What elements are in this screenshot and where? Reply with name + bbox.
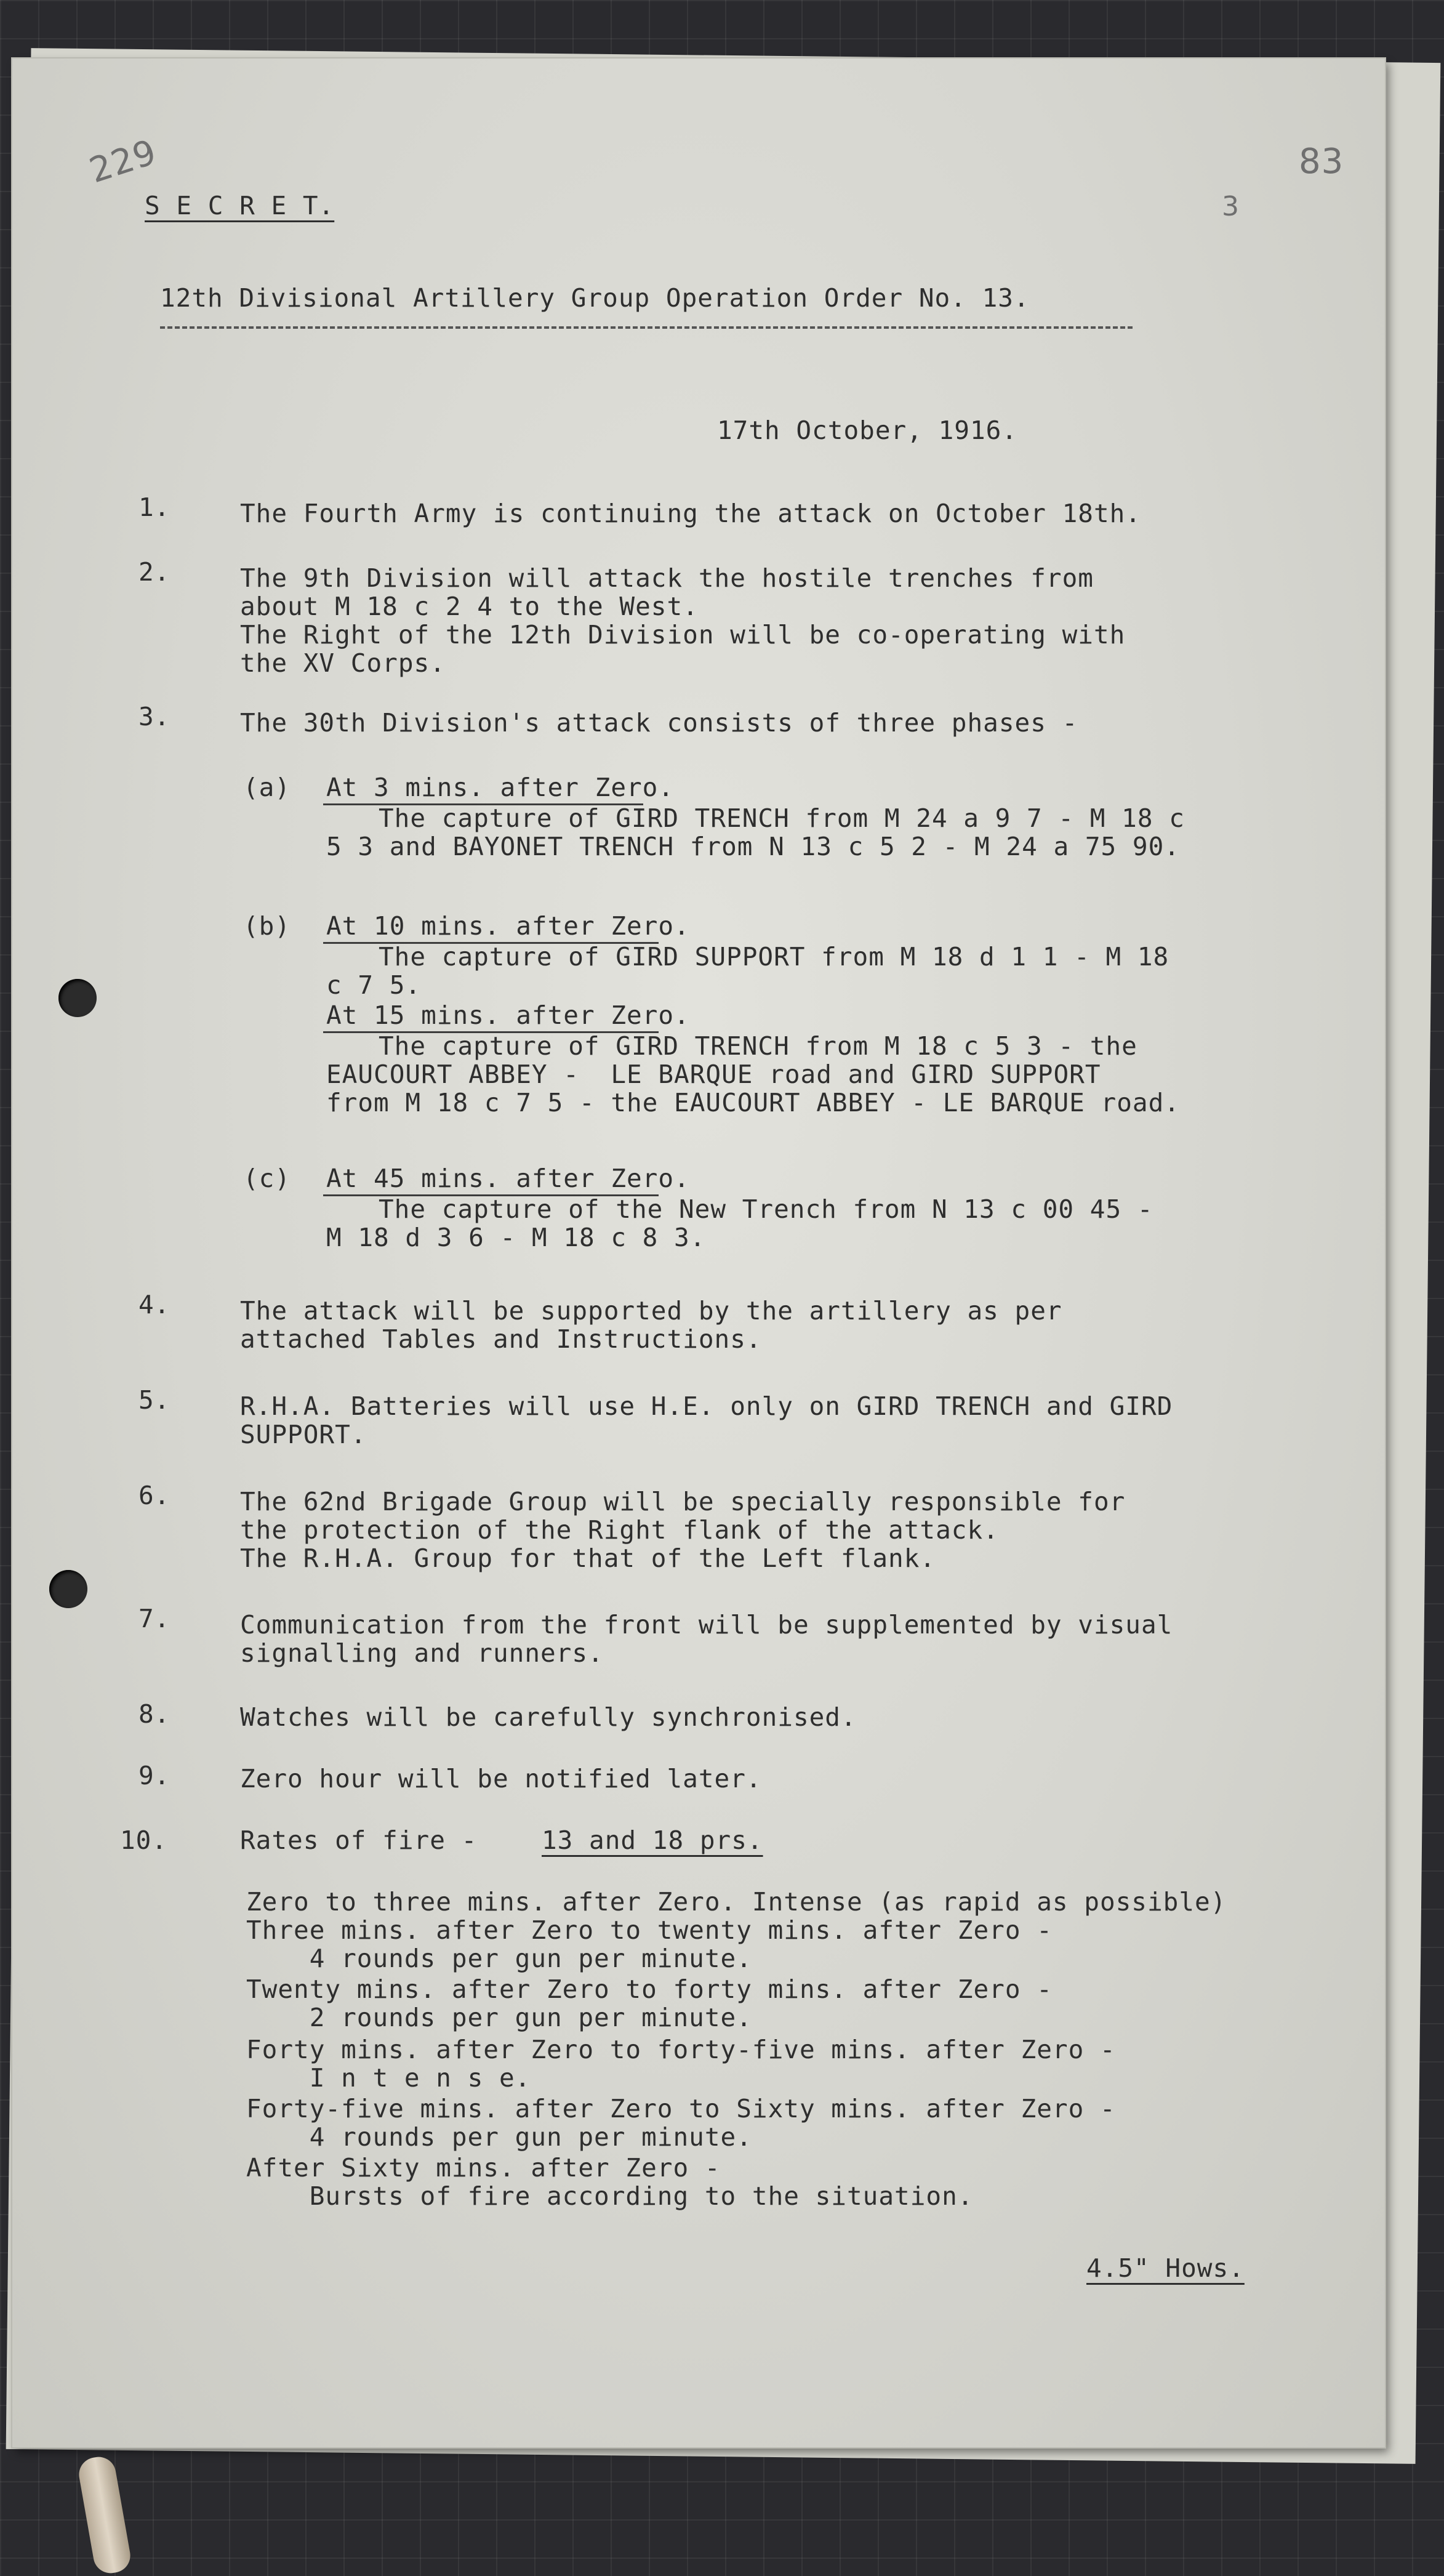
paragraph-line: The 9th Division will attack the hostile trenches from [240,563,1094,593]
paragraph-number: 9. [138,1761,170,1790]
paragraph-number: 8. [138,1699,170,1729]
paragraph-line: the protection of the Right flank of the attack. [240,1515,999,1545]
folio-number: 83 [1299,142,1344,182]
phase-line: c 7 5. [326,970,422,1000]
rate-line: Zero to three mins. after Zero. Intense (as rapid as possible) [246,1887,1227,1917]
paragraph-line: The R.H.A. Group for that of the Left flank. [240,1544,936,1573]
phase-heading: At 10 mins. after Zero. [326,911,690,941]
paragraph-line: The 30th Division's attack consists of three phases - [240,708,1078,738]
paragraph-line: SUPPORT. [240,1420,367,1449]
rate-line: 4 rounds per gun per minute. [246,2122,752,2152]
document-title: 12th Divisional Artillery Group Operation Order No. 13. [160,283,1030,313]
rates-gun-type: 13 and 18 prs. [542,1825,763,1855]
document-page [12,58,1385,2447]
paragraph-line: Watches will be carefully synchronised. [240,1702,857,1732]
punch-hole-upper [58,979,97,1017]
howitzer-heading: 4.5" Hows. [1086,2253,1245,2283]
paragraph-line: The Right of the 12th Division will be co-operating with [240,620,1126,650]
phase-heading: At 3 mins. after Zero. [326,773,675,802]
phase-line: 5 3 and BAYONET TRENCH from N 13 c 5 2 - M 24 a 75 90. [326,832,1180,861]
phase-line: from M 18 c 7 5 - the EAUCOURT ABBEY - LE BARQUE road. [326,1088,1180,1117]
rate-line: Twenty mins. after Zero to forty mins. after Zero - [246,1974,1053,2004]
phase-label: (c) [243,1164,291,1193]
binding-string [76,2454,133,2576]
paragraph-number: 2. [138,557,170,587]
paragraph-number: 7. [138,1604,170,1633]
rate-line: Forty mins. after Zero to forty-five mins. after Zero - [246,2035,1116,2064]
paragraph-line: attached Tables and Instructions. [240,1324,762,1354]
punch-hole-lower [49,1570,87,1608]
paragraph-line: The attack will be supported by the artillery as per [240,1296,1062,1326]
paragraph-line: about M 18 c 2 4 to the West. [240,592,699,621]
paragraph-number: 1. [138,493,170,522]
rate-line: Three mins. after Zero to twenty mins. after Zero - [246,1915,1053,1945]
paragraph-line: signalling and runners. [240,1638,604,1668]
paragraph-line: the XV Corps. [240,648,446,678]
phase-line: The capture of GIRD TRENCH from M 24 a 9 7 - M 18 c [379,803,1185,833]
phase-heading: At 45 mins. after Zero. [326,1164,690,1193]
paragraph-line: The Fourth Army is continuing the attack on October 18th. [240,499,1141,528]
rate-line: 2 rounds per gun per minute. [246,2003,752,2032]
rate-line: I n t e n s e. [246,2063,531,2093]
rate-line: 4 rounds per gun per minute. [246,1944,752,1973]
rates-intro: Rates of fire - [240,1825,493,1855]
phase-heading: At 15 mins. after Zero. [326,1000,690,1030]
rate-line: Forty-five mins. after Zero to Sixty mins. after Zero - [246,2094,1116,2123]
rate-line: After Sixty mins. after Zero - [246,2153,721,2183]
phase-line: EAUCOURT ABBEY - LE BARQUE road and GIRD SUPPORT [326,1060,1101,1089]
paragraph-number: 6. [138,1481,170,1510]
phase-line: The capture of the New Trench from N 13 c 00 45 - [379,1194,1153,1224]
paragraph-number: 5. [138,1385,170,1415]
paragraph-number: 4. [138,1290,170,1319]
paragraph-line: The 62nd Brigade Group will be specially responsible for [240,1487,1126,1516]
phase-line: The capture of GIRD TRENCH from M 18 c 5 3 - the [379,1031,1137,1061]
paragraph-line: Zero hour will be notified later. [240,1764,762,1793]
rate-line: Bursts of fire according to the situation. [246,2181,974,2211]
paragraph-number: 10. [120,1825,168,1855]
phase-line: M 18 d 3 6 - M 18 c 8 3. [326,1223,706,1252]
paragraph-line: Communication from the front will be supplemented by visual [240,1610,1173,1640]
phase-label: (b) [243,911,291,941]
document-date: 17th October, 1916. [717,416,1017,445]
phase-line: The capture of GIRD SUPPORT from M 18 d 1 1 - M 18 [379,942,1169,972]
paragraph-line: R.H.A. Batteries will use H.E. only on GIRD TRENCH and GIRD [240,1391,1173,1421]
reference-number: 229 [84,132,162,191]
page-mark: 3 [1222,191,1240,222]
paragraph-number: 3. [138,702,170,731]
classification-heading: S E C R E T. [145,191,335,220]
title-underline [160,326,1133,329]
phase-label: (a) [243,773,291,802]
